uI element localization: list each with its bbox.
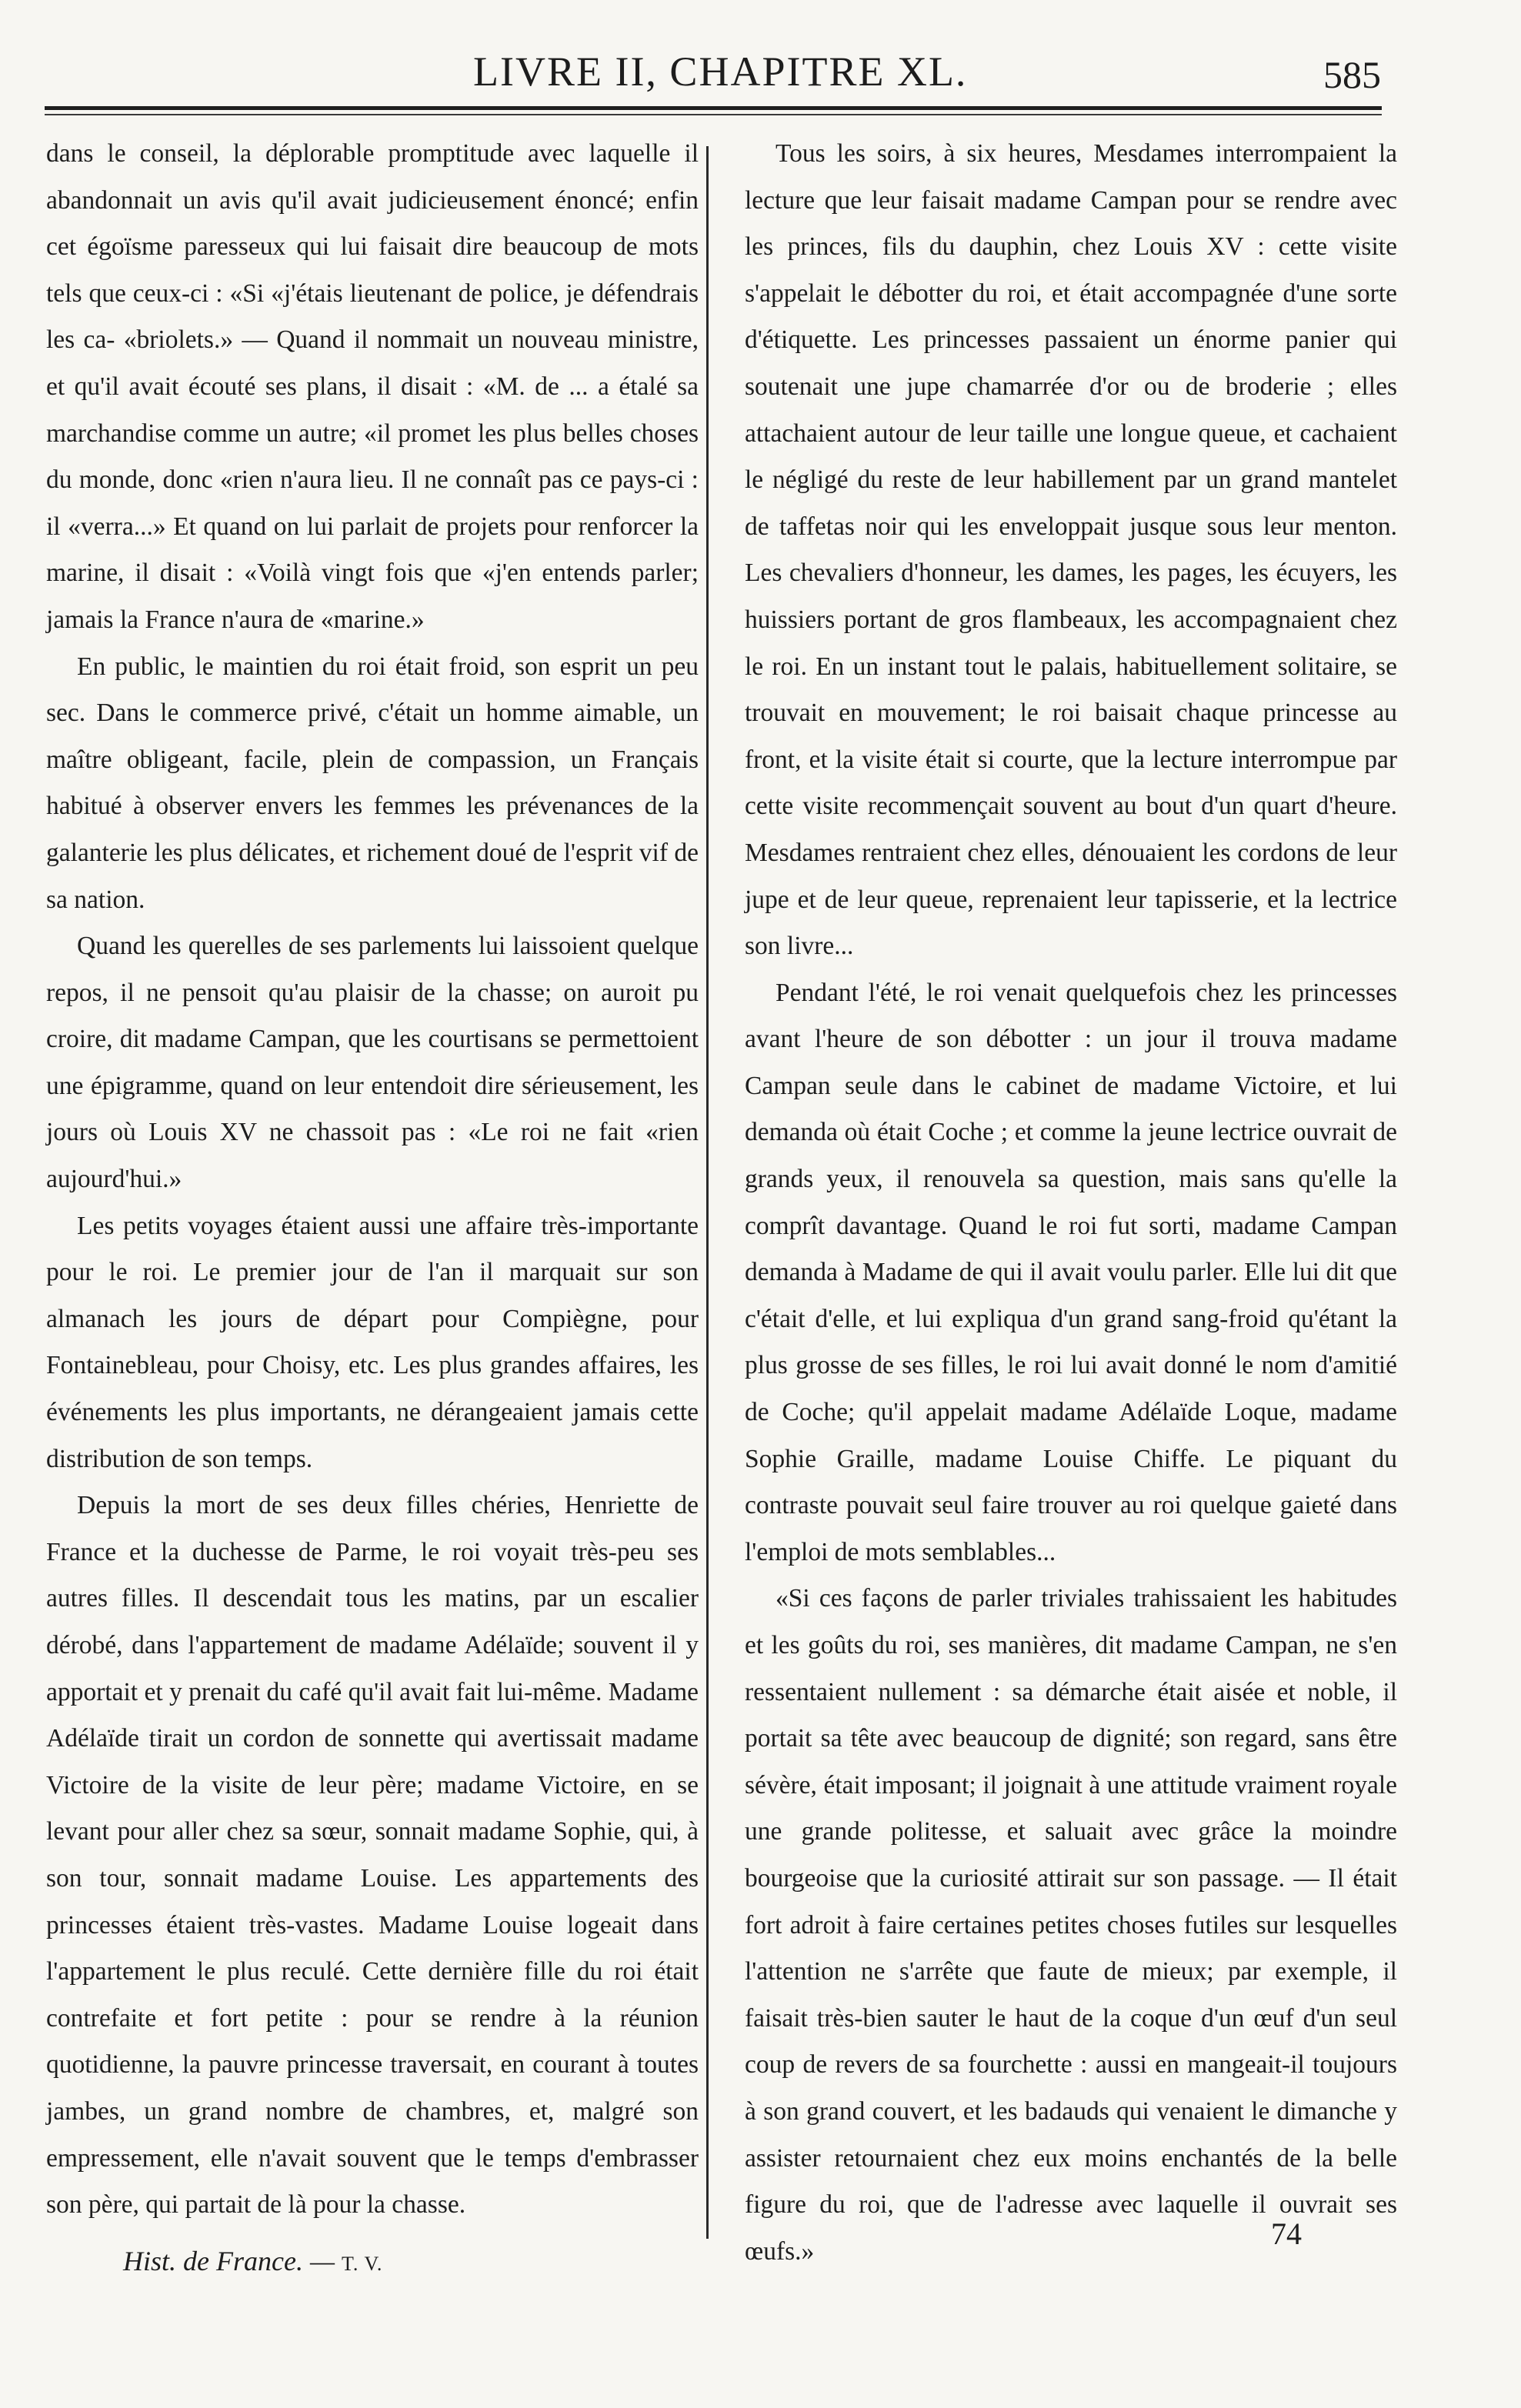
signature-title: Hist. de France. — — [123, 2246, 335, 2276]
paragraph: «Si ces façons de parler triviales trahissaient les habitudes et les goûts du roi, ses manières, dit madame Campan, ne s'en ressentaient nullement : sa démarche était aisée et noble, il portait sa tête avec beaucoup de dignité; son regard, sans être sévère, était imposant; il joignait à une attitude vraiment royale une grande politesse, et saluait avec grâce la moindre bourgeoise que la curiosité attirait sur son passage. — Il était fort adroit à faire certaines petites choses futiles sur lesquelles l'attention ne s'arrête que faute de mieux; par exemple, il faisait très-bien sauter le haut de la coque d'un œuf d'un seul coup de revers de sa fourchette : aussi en mangeait-il toujours à son grand couvert, et les badauds qui venaient le dimanche y assister retournaient chez eux moins enchantés de la belle figure du roi, que de l'adresse avec laquelle il ouvrait ses œufs.» — [745, 1584, 1397, 2266]
running-title: LIVRE II, CHAPITRE XL. — [473, 48, 968, 95]
right-column — [745, 131, 1397, 2275]
left-column — [46, 131, 699, 2229]
column-divider — [706, 146, 709, 2239]
signature-mark: 74 — [1271, 2216, 1302, 2251]
printer-signature — [123, 2245, 382, 2277]
signature-volume: T. V. — [341, 2253, 383, 2275]
page-header — [0, 48, 1521, 109]
paragraph: Les petits voyages étaient aussi une affaire très-importante pour le roi. Le premier jour de l'an il marquait sur son almanach les jours de départ pour Compiègne, pour Fontainebleau, pour Choisy, etc. Les plus grandes affaires, les événements les plus importants, ne dérangeaient jamais cette distribution de son temps. — [46, 1211, 699, 1473]
paragraph: Pendant l'été, le roi venait quelquefois chez les princesses avant l'heure de son débotter : un jour il trouva madame Campan seule dans le cabinet de madame Victoire, et lui demanda où était Coche ; et comme la jeune lectrice ouvrait de grands yeux, il renouvela sa question, mais sans qu'elle la comprît davantage. Quand le roi fut sorti, madame Campan demanda à Madame de qui il avait voulu parler. Elle lui dit que c'était d'elle, et lui expliqua d'un grand sang-froid qu'étant la plus grosse de ses filles, le roi lui avait donné le nom d'amitié de Coche; qu'il appelait madame Adélaïde Loque, madame Sophie Graille, madame Louise Chiffe. Le piquant du contraste pouvait seul faire trouver au roi quelque gaieté dans l'emploi de mots semblables... — [745, 978, 1397, 1566]
header-rule-thin — [45, 114, 1382, 115]
paragraph: En public, le maintien du roi était froid, son esprit un peu sec. Dans le commerce privé, c'était un homme aimable, un maître obligeant, facile, plein de compassion, un Français habitué à observer envers les femmes les prévenances de la galanterie les plus délicates, et richement doué de l'esprit vif de sa nation. — [46, 652, 699, 914]
header-rule — [45, 106, 1382, 110]
paragraph: dans le conseil, la déplorable promptitude avec laquelle il abandonnait un avis qu'il avait judicieusement énoncé; enfin cet égoïsme paresseux qui lui faisait dire beaucoup de mots tels que ceux-ci : «Si «j'étais lieutenant de police, je défendrais les ca- «briolets.» — Quand il nommait un nouveau ministre, et qu'il avait écouté ses plans, il disait : «M. de ... a étalé sa marchandise comme un autre; «il promet les plus belles choses du monde, donc «rien n'aura lieu. Il ne connaît pas ce pays-ci : il «verra...» Et quand on lui parlait de projets pour renforcer la marine, il disait : «Voilà vingt fois que «j'en entends parler; jamais la France n'aura de «marine.» — [46, 139, 699, 634]
page-number: 585 — [1323, 53, 1381, 96]
paragraph: Depuis la mort de ses deux filles chéries, Henriette de France et la duchesse de Parme, le roi voyait très-peu ses autres filles. Il descendait tous les matins, par un escalier dérobé, dans l'appartement de madame Adélaïde; souvent il y apportait et y prenait du café qu'il avait fait lui-même. Madame Adélaïde tirait un cordon de sonnette qui avertissait madame Victoire de la visite de leur père; madame Victoire, en se levant pour aller chez sa sœur, sonnait madame Sophie, qui, à son tour, sonnait madame Louise. Les appartements des princesses étaient très-vastes. Madame Louise logeait dans l'appartement le plus reculé. Cette dernière fille du roi était contrefaite et fort petite : pour se rendre à la réunion quotidienne, la pauvre princesse traversait, en courant à toutes jambes, un grand nombre de chambres, et, malgré son empressement, elle n'avait souvent que le temps d'embrasser son père, qui partait de là pour la chasse. — [46, 1491, 699, 2220]
paragraph: Quand les querelles de ses parlements lui laissoient quelque repos, il ne pensoit qu'au plaisir de la chasse; on auroit pu croire, dit madame Campan, que les courtisans se permettoient une épigramme, quand on leur entendoit dire sérieusement, les jours où Louis XV ne chassoit pas : «Le roi ne fait «rien aujourd'hui.» — [46, 932, 699, 1194]
paragraph: Tous les soirs, à six heures, Mesdames interrompaient la lecture que leur faisait madame Campan pour se rendre avec les princes, fils du dauphin, chez Louis XV : cette visite s'appelait le débotter du roi, et était accompagnée d'une sorte d'étiquette. Les princesses passaient un énorme panier qui soutenait une jupe chamarrée d'or ou de broderie ; elles attachaient autour de leur taille une longue queue, et cachaient le négligé du reste de leur habillement par un grand mantelet de taffetas noir qui les enveloppait jusque sous leur menton. Les chevaliers d'honneur, les dames, les pages, les écuyers, les huissiers portant de gros flambeaux, les accompagnaient chez le roi. En un instant tout le palais, habituellement solitaire, se trouvait en mouvement; le roi baisait chaque princesse au front, et la visite était si courte, que la lecture interrompue par cette visite recommençait souvent au bout d'un quart d'heure. Mesdames rentraient chez elles, dénouaient les cordons de leur jupe et de leur queue, reprenaient leur tapisserie, et la lectrice son livre... — [745, 139, 1397, 961]
